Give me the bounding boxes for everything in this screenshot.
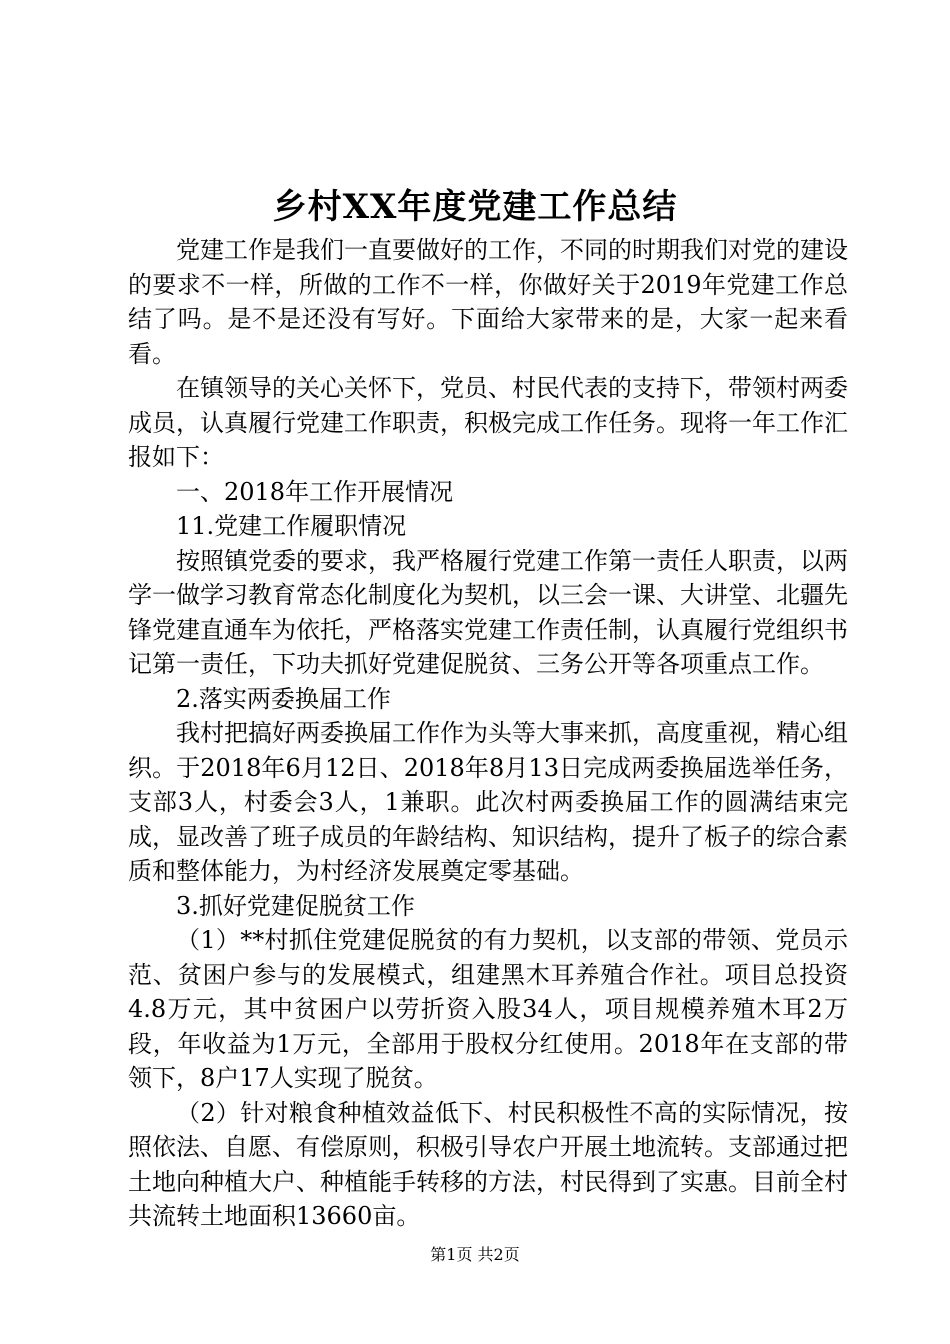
subheading-3: 3.抓好党建促脱贫工作 [176,891,415,920]
paragraph-duty: 按照镇党委的要求，我严格履行党建工作第一责任人职责，以两学一做学习教育常态化制度化为契机，以三会一课、大讲堂、北疆先锋党建直通车为依托，严格落实党建工作责任制，认真履行党组织书记第一责任，下功夫抓好党建促脱贫、三务公开等各项重点工作。 [128,546,848,678]
page-number: 第1页 共2页 [430,1245,520,1264]
paragraph-election: 我村把搞好两委换届工作作为头等大事来抓，高度重视，精心组织。于2018年6月12日、2018年8月13日完成两委换届选举任务，支部3人，村委会3人，1兼职。此次村两委换届工作的圆满结束完成，显改善了班子成员的年龄结构、知识结构，提升了板子的综合素质和整体能力，为村经济发展奠定零基础。 [128,719,848,885]
paragraph-intro: 党建工作是我们一直要做好的工作，不同的时期我们对党的建设的要求不一样，所做的工作不一样，你做好关于2019年党建工作总结了吗。是不是还没有写好。下面给大家带来的是，大家一起来看看。 [128,236,848,368]
subheading-2: 2.落实两委换届工作 [176,684,391,713]
document-title: 乡村XX年度党建工作总结 [272,187,678,227]
paragraph-poverty-2: （2）针对粮食种植效益低下、村民积极性不高的实际情况，按照依法、自愿、有偿原则，积极引导农户开展土地流转。支部通过把土地向种植大户、种植能手转移的方法，村民得到了实惠。目前全村共流转土地面积13660亩。 [128,1098,848,1230]
paragraph-poverty-1: （1）**村抓住党建促脱贫的有力契机，以支部的带领、党员示范、贫困户参与的发展模式，组建黑木耳养殖合作社。项目总投资4.8万元，其中贫困户以劳折资入股34人，项目规模养殖木耳2万段，年收益为1万元，全部用于股权分红使用。2018年在支部的带领下，8户17人实现了脱贫。 [128,926,848,1092]
paragraph-preface: 在镇领导的关心关怀下，党员、村民代表的支持下，带领村两委成员，认真履行党建工作职责，积极完成工作任务。现将一年工作汇报如下： [128,374,848,471]
document-body [128,233,848,1234]
section-heading-1: 一、2018年工作开展情况 [176,477,454,506]
subheading-1: 11.党建工作履职情况 [176,512,407,540]
